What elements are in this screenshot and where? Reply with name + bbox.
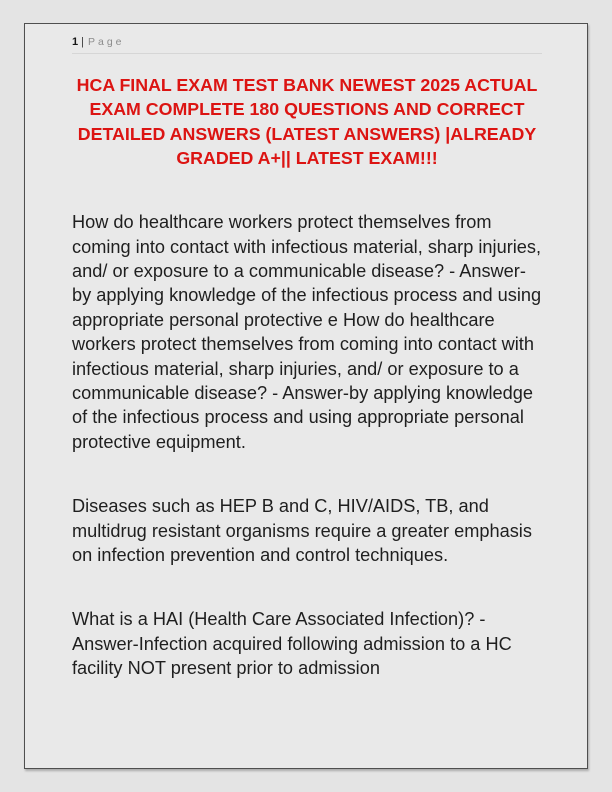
page-header	[72, 35, 542, 49]
page-number: 1	[72, 36, 79, 48]
page-header-separator: |	[81, 36, 84, 48]
document-title: HCA FINAL EXAM TEST BANK NEWEST 2025 ACTUAL EXAM COMPLETE 180 QUESTIONS AND CORRECT DETAILED ANSWERS (LATEST ANSWERS) |ALREADY GRADED A+|| LATEST EXAM!!!	[76, 75, 538, 168]
qa-paragraph-2: Diseases such as HEP B and C, HIV/AIDS, TB, and multidrug resistant organisms require a greater emphasis on infection prevention and control techniques.	[72, 496, 532, 566]
qa-paragraph-1: How do healthcare workers protect themselves from coming into contact with infectious material, sharp injuries, and/ or exposure to a communicable disease? - Answer-by applying knowledge of the infectious process and using appropriate personal protective e How do healthcare workers protect themselves from coming into contact with infectious material, sharp injuries, and/ or exposure to a communicable disease? - Answer-by applying knowledge of the infectious process and using appropriate personal protective equipment.	[72, 212, 542, 452]
qa-paragraph-3: What is a HAI (Health Care Associated Infection)? - Answer-Infection acquired following admission to a HC facility NOT present prior to admission	[72, 609, 512, 679]
page-content	[72, 35, 542, 681]
header-rule	[72, 53, 542, 54]
page-label: Page	[87, 36, 125, 48]
document-page	[24, 23, 588, 769]
